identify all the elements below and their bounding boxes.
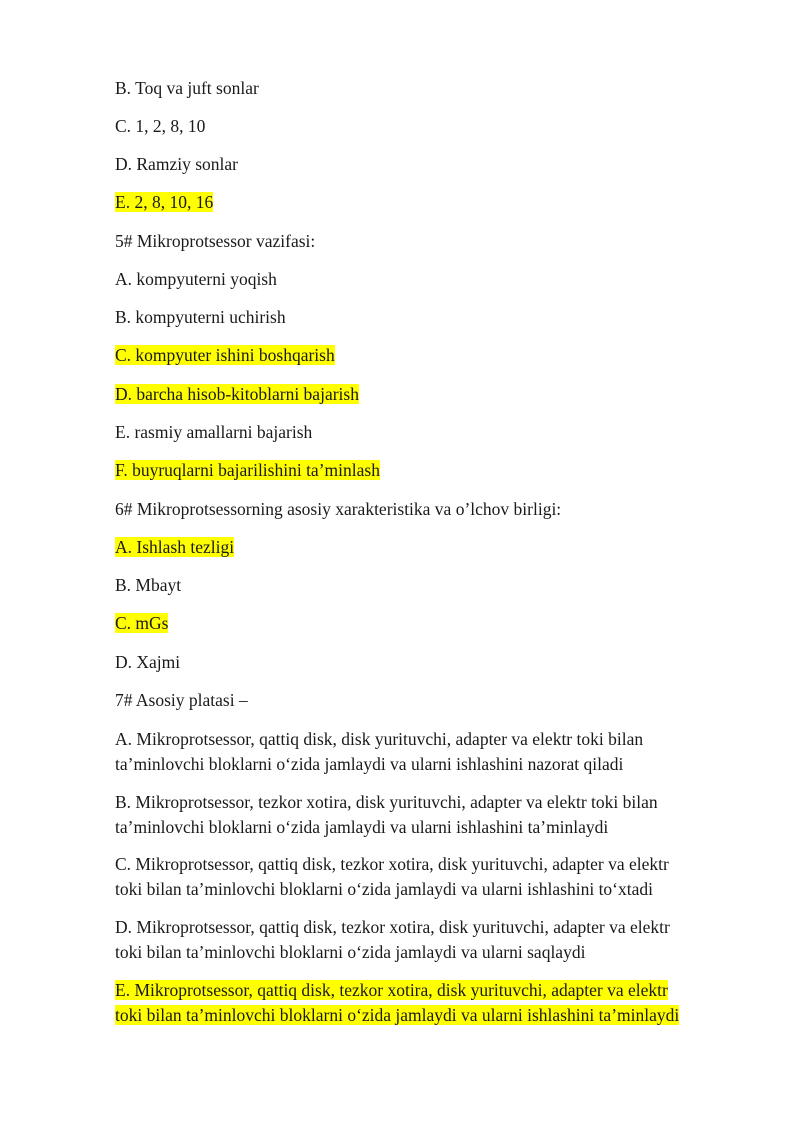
para-line: ta’minlovchi bloklarni o‘zida jamlaydi va ularni ishlashini ta’minlaydi (115, 817, 609, 837)
para-line: C. Mikroprotsessor, qattiq disk, tezkor xotira, disk yurituvchi, adapter va elektr (115, 854, 669, 874)
highlighted-answer: C. mGs (115, 613, 169, 633)
q6-option-a (115, 535, 234, 559)
para-line: toki bilan ta’minlovchi bloklarni o‘zida jamlaydi va ularni saqlaydi (115, 942, 586, 962)
option-d-symbolic (115, 152, 238, 176)
question-5 (115, 229, 315, 253)
line-text: B. kompyuterni uchirish (115, 307, 286, 327)
highlighted-answer: E. Mikroprotsessor, qattiq disk, tezkor xotira, disk yurituvchi, adapter va elektr (115, 980, 668, 1000)
highlighted-answer: D. barcha hisob-kitoblarni bajarish (115, 384, 359, 404)
line-text: E. rasmiy amallarni bajarish (115, 422, 313, 442)
line-text: A. kompyuterni yoqish (115, 269, 277, 289)
question-6 (115, 497, 561, 521)
q5-option-e (115, 420, 312, 444)
q6-option-d (115, 650, 180, 674)
q7-option-d (115, 915, 730, 965)
q7-option-b (115, 790, 730, 840)
q5-option-a (115, 267, 277, 291)
highlighted-answer: F. buyruqlarni bajarilishini ta’minlash (115, 460, 380, 480)
para-line: A. Mikroprotsessor, qattiq disk, disk yurituvchi, adapter va elektr toki bilan (115, 729, 644, 749)
question-text: 6# Mikroprotsessorning asosiy xarakteristika va o’lchov birligi: (115, 499, 562, 519)
highlighted-answer: toki bilan ta’minlovchi bloklarni o‘zida jamlaydi va ularni ishlashini ta’minlaydi (115, 1005, 680, 1025)
q7-option-c (115, 852, 730, 902)
q6-option-b (115, 573, 181, 597)
highlighted-answer: A. Ishlash tezligi (115, 537, 235, 557)
q6-option-c (115, 611, 168, 635)
question-text: 7# Asosiy platasi – (115, 690, 248, 710)
question-text: 5# Mikroprotsessor vazifasi: (115, 231, 316, 251)
line-text: B. Mbayt (115, 575, 182, 595)
option-e-bases-answer (115, 190, 213, 214)
q5-option-b (115, 305, 286, 329)
para-line: D. Mikroprotsessor, qattiq disk, tezkor xotira, disk yurituvchi, adapter va elektr (115, 917, 670, 937)
highlighted-answer: C. kompyuter ishini boshqarish (115, 345, 335, 365)
line-text: D. Xajmi (115, 652, 181, 672)
line-text: B. Toq va juft sonlar (115, 78, 259, 98)
q5-option-d (115, 382, 359, 406)
para-line: toki bilan ta’minlovchi bloklarni o‘zida jamlaydi va ularni ishlashini to‘xtadi (115, 879, 654, 899)
para-line: B. Mikroprotsessor, tezkor xotira, disk yurituvchi, adapter va elektr toki bilan (115, 792, 658, 812)
line-text: D. Ramziy sonlar (115, 154, 238, 174)
q5-option-f (115, 458, 380, 482)
line-text: C. 1, 2, 8, 10 (115, 116, 206, 136)
q7-option-e-answer (115, 978, 730, 1028)
highlighted-answer: E. 2, 8, 10, 16 (115, 192, 214, 212)
q7-option-a (115, 727, 730, 777)
question-7 (115, 688, 248, 712)
option-c-numbers (115, 114, 205, 138)
para-line: ta’minlovchi bloklarni o‘zida jamlaydi va ularni ishlashini nazorat qiladi (115, 754, 624, 774)
option-b-odd-even (115, 76, 259, 100)
q5-option-c (115, 343, 335, 367)
